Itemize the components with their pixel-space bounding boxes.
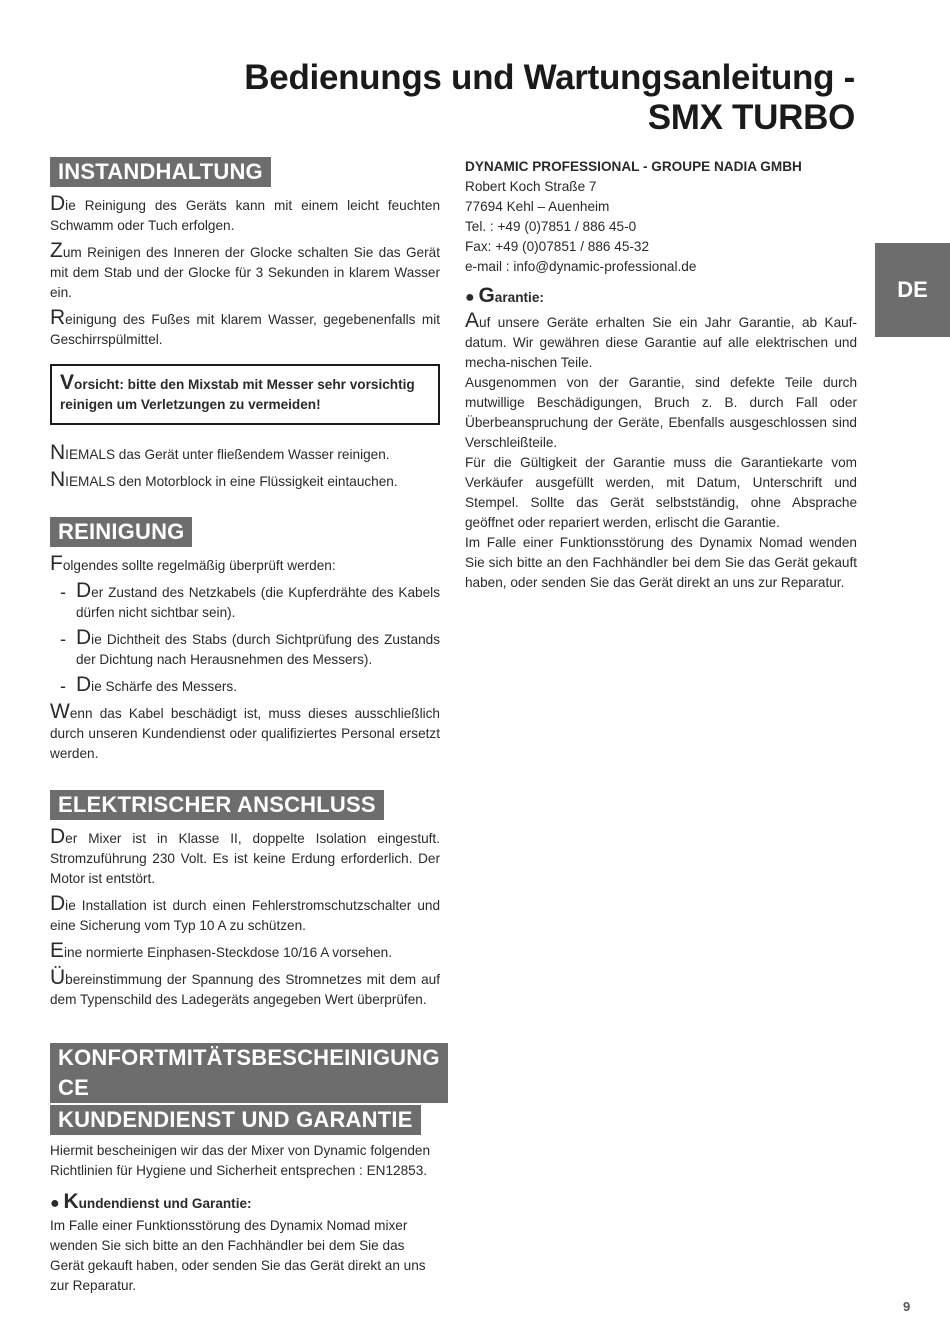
language-tab: DE xyxy=(875,243,950,337)
paragraph xyxy=(465,309,857,373)
initial-cap: D xyxy=(76,673,92,696)
title-line-2: SMX TURBO xyxy=(647,98,855,137)
section-elektrischer-anschluss xyxy=(50,790,440,1016)
paragraph xyxy=(50,192,440,236)
subheading-kundendienst xyxy=(50,1190,440,1214)
bullet-icon: ● xyxy=(465,289,475,306)
heading-kundendienst-garantie: KUNDENDIENST UND GARANTIE xyxy=(50,1105,421,1135)
bullet-icon: ● xyxy=(50,1195,60,1212)
list-item-text: er Zustand des Netzkabels (die Kupferdrähte des Kabels dürfen nicht sichtbar sein). xyxy=(76,585,440,620)
paragraph-text: ie Installation ist durch einen Fehlerstromschutzschalter und eine Sicherung vom Typ 10 A zu schützen. xyxy=(50,898,440,933)
initial-cap: R xyxy=(50,306,66,329)
list-item xyxy=(50,579,440,623)
list-item xyxy=(50,626,440,670)
initial-cap: W xyxy=(50,700,70,723)
heading-konformitaet: KONFORTMITÄTSBESCHEINIGUNG CE xyxy=(50,1043,448,1103)
company-fax: Fax: +49 (0)07851 / 886 45-32 xyxy=(465,239,650,254)
heading-instandhaltung: INSTANDHALTUNG xyxy=(50,157,271,187)
initial-cap: D xyxy=(76,579,92,602)
paragraph-text: ine normierte Einphasen-Steckdose 10/16 A vorsehen. xyxy=(64,945,392,960)
paragraph-text: IEMALS den Motorblock in eine Flüssigkeit eintauchen. xyxy=(65,474,398,489)
paragraph xyxy=(50,468,440,492)
initial-cap: N xyxy=(50,468,66,491)
initial-cap: N xyxy=(50,441,66,464)
company-tel: Tel. : +49 (0)7851 / 886 45-0 xyxy=(465,219,637,234)
paragraph xyxy=(50,239,440,303)
initial-cap: D xyxy=(50,192,66,215)
company-name: DYNAMIC PROFESSIONAL - GROUPE NADIA GMBH xyxy=(465,159,802,174)
section-garantie xyxy=(465,284,857,593)
paragraph-text: ie Reinigung des Geräts kann mit einem leicht feuchten Schwamm oder Tuch erfolgen. xyxy=(50,198,440,233)
initial-cap: F xyxy=(50,552,63,575)
initial-cap: E xyxy=(50,939,65,962)
company-email: e-mail : info@dynamic-professional.de xyxy=(465,259,697,274)
paragraph-text: einigung des Fußes mit klarem Wasser, gegebenenfalls mit Geschirrspülmittel. xyxy=(50,312,440,347)
initial-cap: G xyxy=(478,284,495,307)
paragraph xyxy=(50,939,440,963)
initial-cap: Ü xyxy=(50,966,66,989)
paragraph xyxy=(50,552,440,576)
dash-bullet: - xyxy=(60,582,66,602)
paragraph-text: um Reinigen des Inneren der Glocke schalten Sie das Gerät mit dem Stab und der Glocke für 3 Sekunden in klarem Wasser ein. xyxy=(50,245,440,300)
niemals-notes xyxy=(50,441,440,498)
initial-cap: K xyxy=(63,1190,79,1213)
initial-cap: Z xyxy=(50,239,63,262)
subheading-garantie xyxy=(465,284,857,308)
paragraph xyxy=(50,441,440,465)
list-item xyxy=(50,673,440,697)
paragraph: Im Falle einer Funktionsstörung des Dynamix Nomad wenden Sie sich bitte an den Fachhändler bei dem Sie das Gerät gekauft haben, oder senden Sie das Gerät direkt an uns zur Reparatur. xyxy=(465,535,857,590)
paragraph xyxy=(50,306,440,350)
paragraph-text: olgendes sollte regelmäßig überprüft werden: xyxy=(62,558,336,573)
paragraph-text: bereinstimmung der Spannung des Stromnetzes mit dem auf dem Typenschild des Ladegeräts angegeben Wert überprüfen. xyxy=(50,972,440,1007)
company-address xyxy=(465,157,857,277)
heading-reinigung: REINIGUNG xyxy=(50,517,192,547)
initial-cap: A xyxy=(465,309,480,332)
dash-bullet: - xyxy=(60,676,66,696)
paragraph-text: er Mixer ist in Klasse II, doppelte Isolation eingestuft. Stromzuführung 230 Volt. Es ist keine Erdung erforderlich. Der Motor ist entstört. xyxy=(50,831,440,886)
section-reinigung xyxy=(50,517,440,770)
document-title xyxy=(244,58,855,138)
heading-elektrischer-anschluss: ELEKTRISCHER ANSCHLUSS xyxy=(50,790,384,820)
section-instandhaltung xyxy=(50,157,440,356)
warning-box-wrapper xyxy=(50,364,440,425)
dash-bullet: - xyxy=(60,629,66,649)
warning-box xyxy=(50,364,440,425)
paragraph: Ausgenommen von der Garantie, sind defekte Teile durch mutwillige Beschädigungen, Bruch z. B. durch Fall oder Überbeanspruchung der Geräte, Ebenfalls ausgeschlossen sind Verschleißteile. xyxy=(465,375,857,450)
company-street: Robert Koch Straße 7 xyxy=(465,179,597,194)
list-item-text: ie Schärfe des Messers. xyxy=(91,679,237,694)
company-city: 77694 Kehl – Auenheim xyxy=(465,199,610,214)
list-item-text: ie Dichtheit des Stabs (durch Sichtprüfung des Zustands der Dichtung nach Herausnehmen des Messers). xyxy=(76,632,440,667)
initial-cap: D xyxy=(50,892,66,915)
paragraph: Hiermit bescheinigen wir das der Mixer von Dynamic folgenden Richtlinien für Hygiene und Sicherheit entsprechen : EN12853. xyxy=(50,1143,431,1178)
warning-text: orsicht: bitte den Mixstab mit Messer sehr vorsichtig reinigen um Verletzungen zu vermeiden! xyxy=(60,377,415,412)
paragraph xyxy=(50,700,440,764)
paragraph-text: enn das Kabel beschädigt ist, muss dieses ausschließlich durch unseren Kundendienst oder qualifiziertes Personal ersetzt werden. xyxy=(50,706,440,761)
initial-cap: V xyxy=(60,371,75,394)
initial-cap: D xyxy=(50,825,66,848)
paragraph-text: uf unsere Geräte erhalten Sie ein Jahr Garantie, ab Kauf-datum. Wir gewähren diese Garantie auf alle elektrischen und mecha-nischen Teile. xyxy=(465,315,857,370)
initial-cap: D xyxy=(76,626,92,649)
subheading-text: arantie: xyxy=(494,290,544,305)
title-line-1: Bedienungs und Wartungsanleitung - xyxy=(244,58,855,97)
section-konformitaet xyxy=(50,1043,440,1296)
paragraph xyxy=(50,966,440,1010)
paragraph: Im Falle einer Funktionsstörung des Dynamix Nomad mixer wenden Sie sich bitte an den Fachhändler bei dem Sie das Gerät gekauft haben, oder senden Sie das Gerät direkt an uns zur Reparatur. xyxy=(50,1218,426,1293)
paragraph: Für die Gültigkeit der Garantie muss die Garantiekarte vom Verkäufer ausgefüllt werden, mit Datum, Unterschrift und Stempel. Sollte das Gerät selbstständig, ohne Absprache geöffnet oder repariert werden, erlischt die Garantie. xyxy=(465,455,857,530)
paragraph xyxy=(50,825,440,889)
paragraph xyxy=(50,892,440,936)
page-number: 9 xyxy=(903,1299,911,1314)
paragraph-text: IEMALS das Gerät unter fließendem Wasser reinigen. xyxy=(65,447,390,462)
subheading-text: undendienst und Garantie: xyxy=(78,1196,252,1211)
